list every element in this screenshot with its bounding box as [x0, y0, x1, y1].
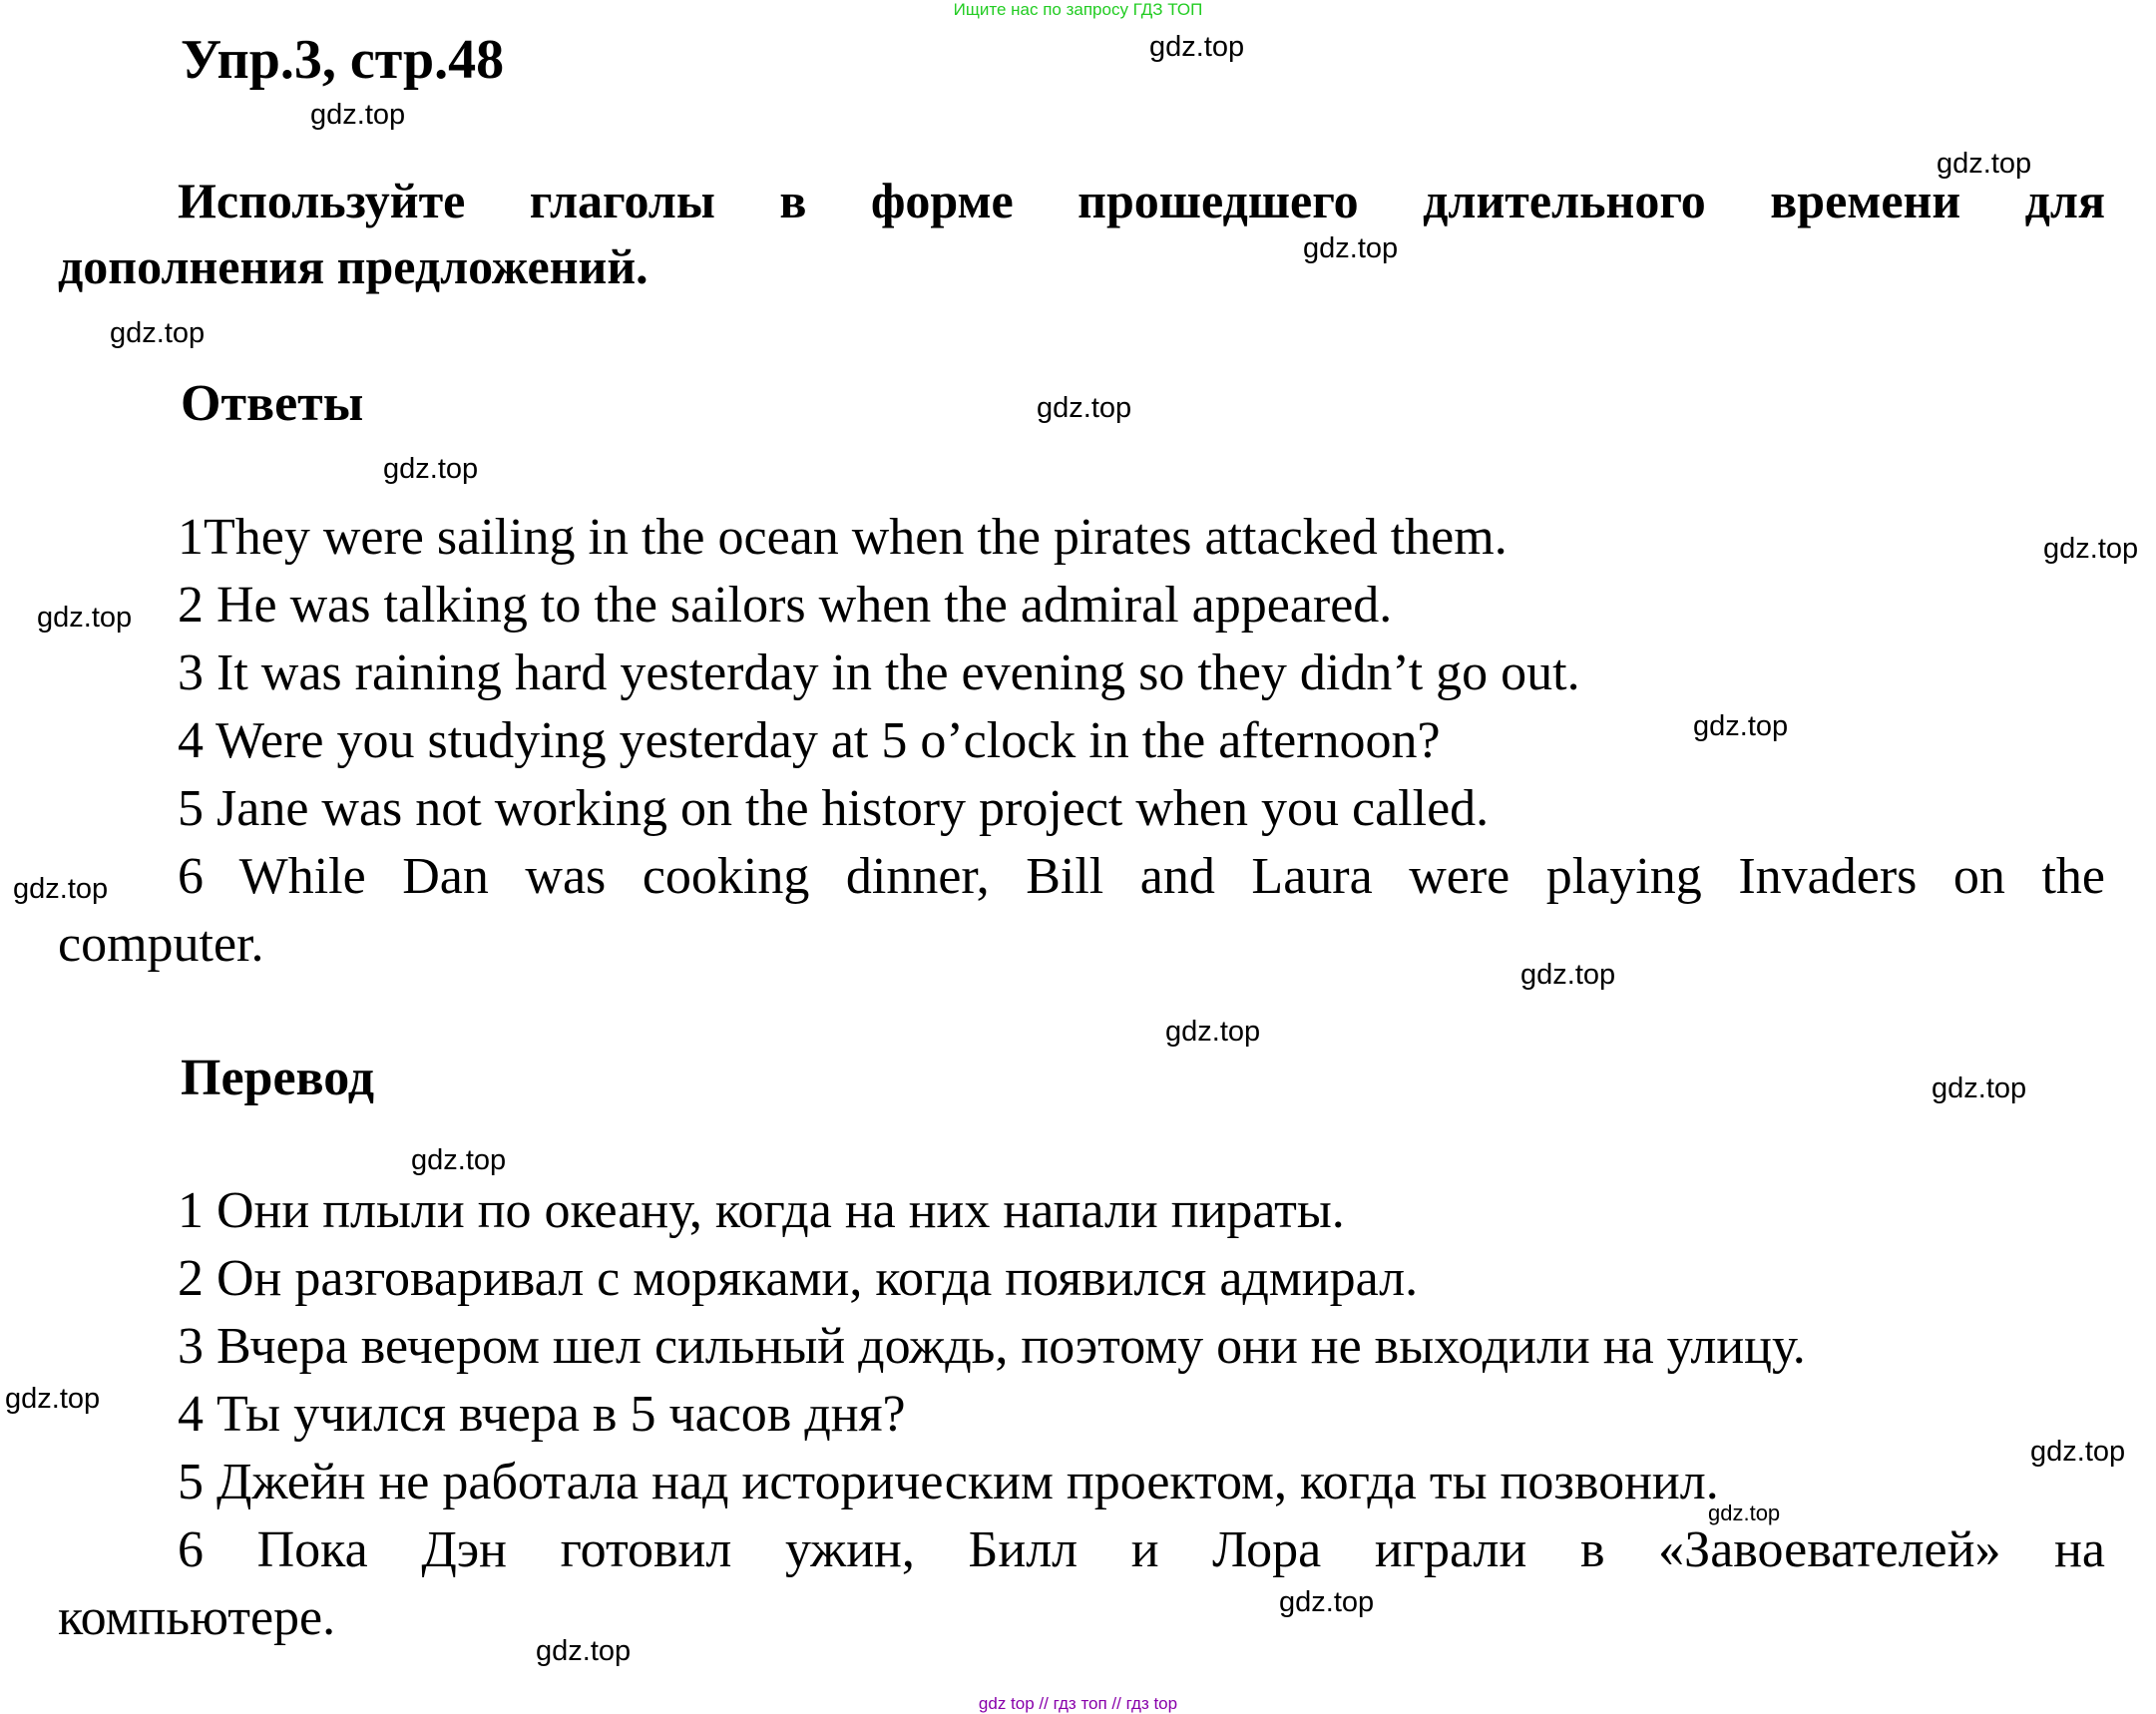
task-line-2: дополнения предложений. [58, 238, 648, 294]
watermark-text: gdz.top [383, 453, 479, 485]
answer-line-4: 4 Were you studying yesterday at 5 o’clock in the afternoon? [178, 712, 1441, 769]
watermark-text: gdz.top [411, 1144, 507, 1176]
watermark-text: gdz.top [37, 602, 133, 634]
page-title: Упр.3, стр.48 [181, 29, 505, 91]
translation-line-6-part-2: компьютере. [58, 1589, 336, 1646]
task-instruction [58, 168, 2105, 299]
translation-line-5: 5 Джейн не работала над историческим проектом, когда ты позвонил. [178, 1454, 1719, 1510]
translation-line-6 [58, 1516, 2105, 1652]
watermark-text: gdz.top [1708, 1500, 1781, 1525]
bottom-promo-text [0, 1694, 2156, 1714]
top-promo-text [0, 0, 2156, 20]
watermark-text: gdz.top [2030, 1436, 2126, 1468]
answer-line-6-part-2: computer. [58, 916, 264, 973]
watermark-text: gdz.top [1520, 959, 1616, 991]
translation-heading: Перевод [181, 1050, 375, 1106]
answer-line-3: 3 It was raining hard yesterday in the evening so they didn’t go out. [178, 644, 1580, 701]
watermark-text: gdz.top [536, 1635, 632, 1667]
watermark-text: gdz.top [1037, 392, 1132, 424]
translation-line-4: 4 Ты учился вчера в 5 часов дня? [178, 1386, 906, 1443]
answers-heading: Ответы [181, 375, 364, 432]
watermark-text: gdz.top [5, 1383, 101, 1415]
watermark-text: gdz.top [1693, 710, 1789, 742]
watermark-text: gdz.top [1149, 31, 1245, 63]
translation-line-2: 2 Он разговаривал с моряками, когда появился адмирал. [178, 1250, 1419, 1307]
translation-line-6-part-1: 6 Пока Дэн готовил ужин, Билл и Лора играли в «Завоевателей» на [178, 1521, 2105, 1578]
watermark-text: gdz.top [310, 99, 406, 131]
watermark-text: gdz.top [1279, 1586, 1375, 1618]
task-line-1: Используйте глаголы в форме прошедшего длительного времени для [178, 173, 2105, 228]
watermark-text: gdz.top [110, 317, 206, 349]
promo-label: Ищите нас по запросу ГДЗ ТОП [953, 0, 1203, 19]
answer-line-5: 5 Jane was not working on the history project when you called. [178, 780, 1490, 837]
footer-promo-label: gdz top // гдз топ // гдз top [978, 1694, 1178, 1713]
answer-line-6-part-1: 6 While Dan was cooking dinner, Bill and Laura were playing Invaders on the [178, 848, 2105, 905]
answer-line-1: 1They were sailing in the ocean when the pirates attacked them. [178, 509, 1508, 566]
watermark-text: gdz.top [1937, 148, 2032, 180]
watermark-text: gdz.top [2043, 533, 2139, 565]
answer-line-6 [58, 843, 2105, 979]
watermark-text: gdz.top [1303, 232, 1399, 264]
watermark-text: gdz.top [1932, 1072, 2027, 1104]
translation-line-1: 1 Они плыли по океану, когда на них напали пираты. [178, 1182, 1345, 1239]
watermark-text: gdz.top [13, 873, 109, 905]
translation-line-3: 3 Вчера вечером шел сильный дождь, поэтому они не выходили на улицу. [178, 1318, 1806, 1375]
answer-line-2: 2 He was talking to the sailors when the admiral appeared. [178, 577, 1393, 634]
watermark-text: gdz.top [1165, 1016, 1261, 1048]
